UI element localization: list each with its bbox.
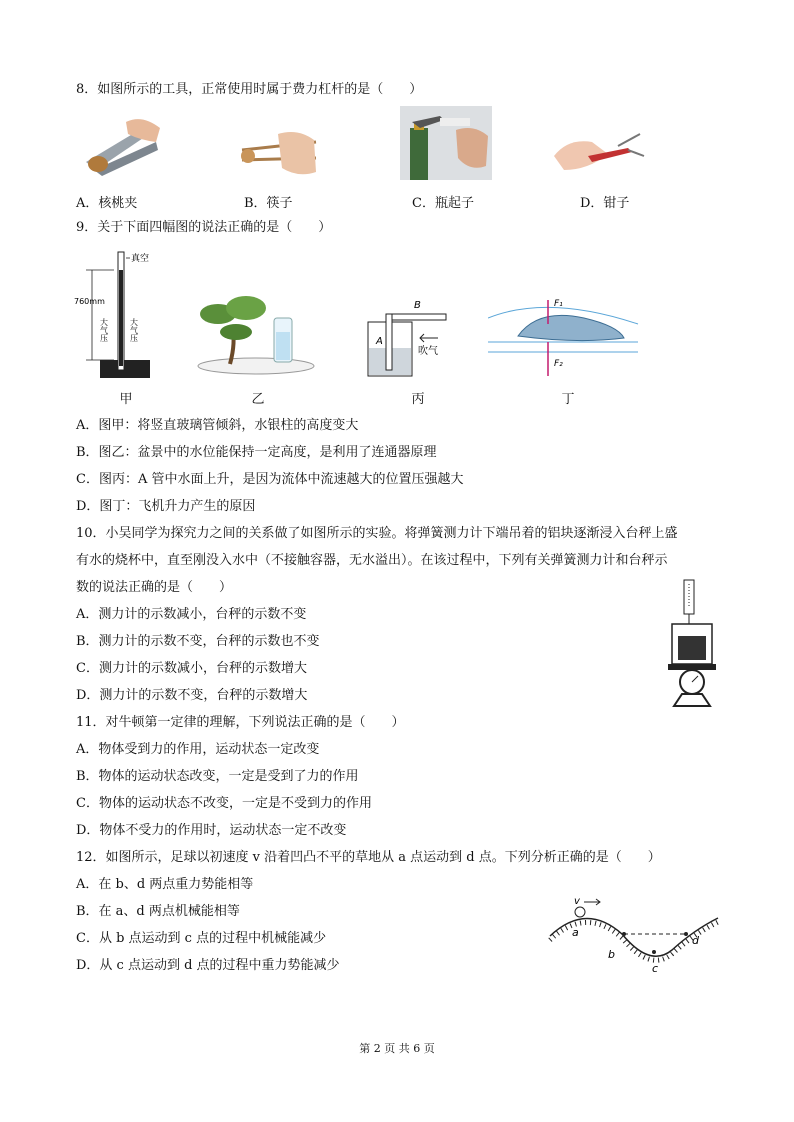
v-label: v bbox=[574, 896, 580, 907]
airplane-wing-figure bbox=[488, 294, 644, 380]
q8-stem: 8．如图所示的工具，正常使用时属于费力杠杆的是（ ） bbox=[76, 82, 423, 97]
q9-option-a: A．图甲：将竖直玻璃管倾斜，水银柱的高度变大 bbox=[76, 418, 359, 433]
blowing-tube-figure bbox=[356, 296, 452, 380]
q9-option-c: C．图丙：A 管中水面上升，是因为流体中流速越大的位置压强越大 bbox=[76, 472, 464, 487]
q8-option-d: D．钳子 bbox=[580, 196, 630, 211]
point-b-label: b bbox=[608, 948, 615, 961]
mm-label: 760mm bbox=[74, 297, 105, 306]
caption-ding: 丁 bbox=[561, 392, 575, 407]
q8-option-b: B．筷子 bbox=[244, 196, 293, 211]
walnut-cracker-image bbox=[76, 112, 162, 182]
f2-label: F₂ bbox=[554, 359, 563, 369]
q9-stem: 9．关于下面四幅图的说法正确的是（ ） bbox=[76, 220, 332, 235]
spring-scale-figure bbox=[664, 578, 720, 710]
q12-stem: 12．如图所示，足球以初速度 v 沿着凹凸不平的草地从 a 点运动到 d 点。下列分析正确的是（ ） bbox=[76, 850, 661, 865]
caption-bing: 丙 bbox=[411, 392, 425, 407]
b-label: B bbox=[414, 300, 421, 311]
blow-label: 吹气 bbox=[418, 346, 438, 357]
a-label: A bbox=[376, 336, 383, 347]
atm-left-label: 大气压 bbox=[99, 318, 109, 342]
q11-stem: 11．对牛顿第一定律的理解，下列说法正确的是（ ） bbox=[76, 715, 405, 730]
point-a-label: a bbox=[572, 926, 579, 939]
q10-stem-line1: 10．小吴同学为探究力之间的关系做了如图所示的实验。将弹簧测力计下端吊着的铝块逐渐浸入台秤上盛 bbox=[76, 526, 678, 541]
q11-option-a: A．物体受到力的作用，运动状态一定改变 bbox=[76, 742, 320, 757]
q11-option-d: D．物体不受力的作用时，运动状态一定不改变 bbox=[76, 823, 347, 838]
q12-option-c: C．从 b 点运动到 c 点的过程中机械能减少 bbox=[76, 931, 327, 946]
bonsai-figure bbox=[196, 292, 316, 378]
caption-jia: 甲 bbox=[119, 392, 133, 407]
torricelli-barometer-figure bbox=[74, 248, 154, 380]
page-footer: 第 2 页 共 6 页 bbox=[359, 1042, 435, 1055]
pliers-image bbox=[548, 126, 648, 178]
q10-stem-line3: 数的说法正确的是（ ） bbox=[76, 580, 233, 595]
point-d-label: d bbox=[692, 934, 699, 947]
q8-option-a: A．核桃夹 bbox=[76, 196, 138, 211]
q12-option-d: D．从 c 点运动到 d 点的过程中重力势能减少 bbox=[76, 958, 340, 973]
q11-option-b: B．物体的运动状态改变，一定是受到了力的作用 bbox=[76, 769, 359, 784]
f1-label: F₁ bbox=[554, 299, 563, 309]
q10-option-b: B．测力计的示数不变，台秤的示数也不变 bbox=[76, 634, 320, 649]
q10-stem-line2: 有水的烧杯中，直至刚没入水中（不接触容器，无水溢出）。在该过程中，下列有关弹簧测力计和台秤示 bbox=[76, 553, 668, 568]
q12-option-b: B．在 a、d 两点机械能相等 bbox=[76, 904, 240, 919]
q9-option-b: B．图乙：盆景中的水位能保持一定高度，是利用了连通器原理 bbox=[76, 445, 437, 460]
football-terrain-figure bbox=[546, 892, 722, 978]
bottle-opener-image bbox=[400, 106, 492, 180]
q10-option-c: C．测力计的示数减小，台秤的示数增大 bbox=[76, 661, 307, 676]
q11-option-c: C．物体的运动状态不改变，一定是不受到力的作用 bbox=[76, 796, 372, 811]
q10-option-a: A．测力计的示数减小，台秤的示数不变 bbox=[76, 607, 307, 622]
point-c-label: c bbox=[652, 962, 659, 975]
q10-option-d: D．测力计的示数不变，台秤的示数增大 bbox=[76, 688, 308, 703]
q9-option-d: D．图丁：飞机升力产生的原因 bbox=[76, 499, 256, 514]
q8-option-c: C．瓶起子 bbox=[412, 196, 474, 211]
vacuum-label: 真空 bbox=[131, 254, 150, 264]
q12-option-a: A．在 b、d 两点重力势能相等 bbox=[76, 877, 254, 892]
chopsticks-image bbox=[238, 128, 318, 178]
caption-yi: 乙 bbox=[251, 392, 265, 407]
atm-right-label: 大气压 bbox=[129, 318, 139, 342]
